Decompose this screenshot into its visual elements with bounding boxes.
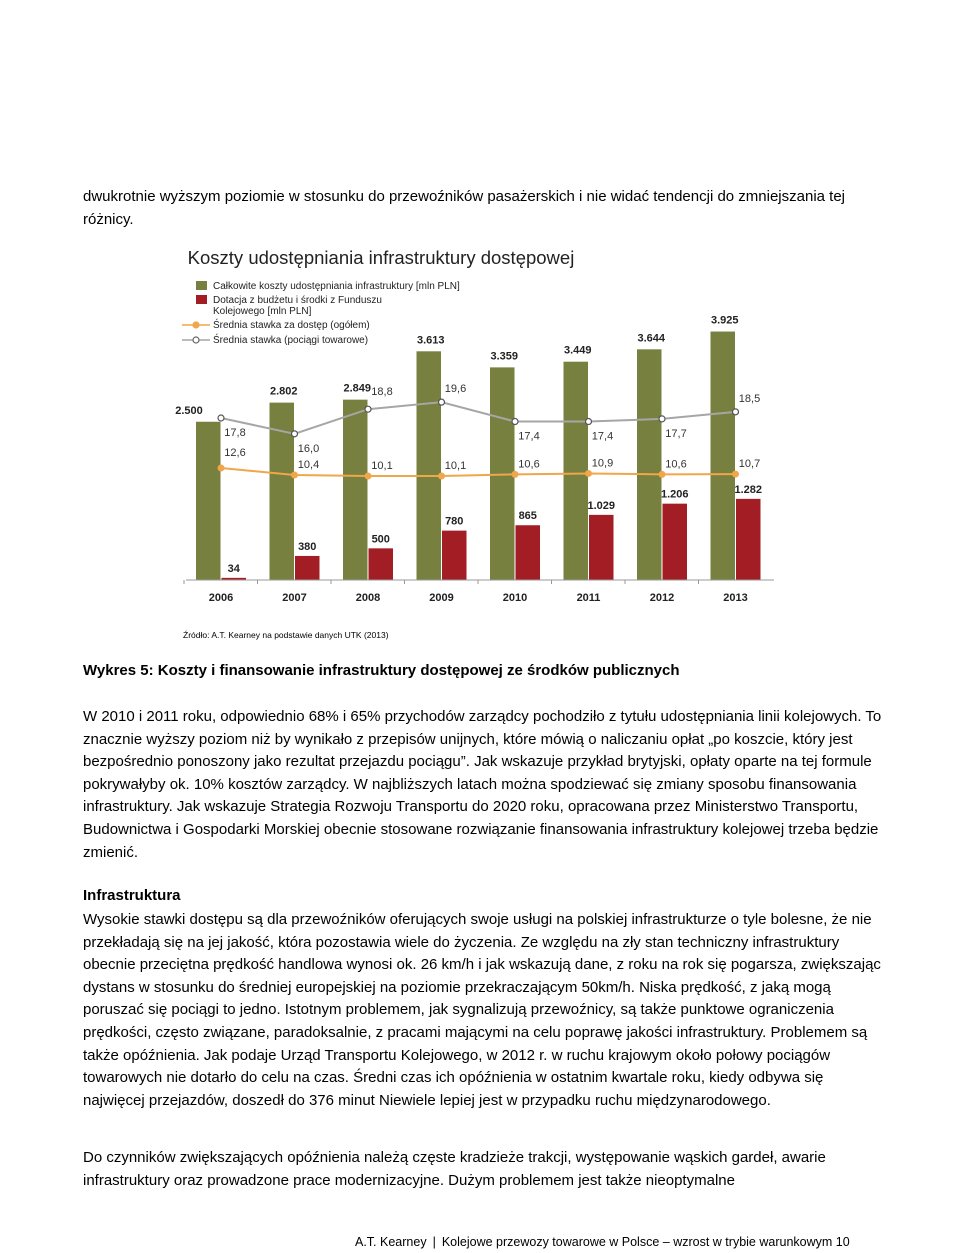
bar-total-2006	[196, 422, 221, 580]
bar-subsidy-2007	[295, 556, 320, 580]
body-paragraph-2: Wysokie stawki dostępu są dla przewoźników oferujących swoje usługi na polskiej infrastrukturze o tyle bolesne, że nie przekładają się na jej jakość, która pozostawia wiele do życzenia. Ze względu na zły stan techniczny infrastruktury obecnie przeciętna prędkość handlowa wynosi ok. 26 km/h i jak wskazują dane, z roku na rok się pogarsza, zwiększając dystans w stosunku do średniej europejskiej na poziomie przekraczającym 50km/h. Niska prędkość, z jaką mogą poruszać się pociągi to jedno. Istotnym problemem, jak sygnalizują przewoźnicy, są także punktowe ograniczenia prędkości, często związane, paradoksalnie, z pracami mającymi na celu poprawę jakości infrastruktury. Problemem są także opóźnienia. Jak podaje Urząd Transportu Kolejowego, w 2012 r. w ruchu krajowym około połowy pociągów towarowych nie dotarło do celu na czas. Średni czas ich opóźnienia w ostatnim kwartale roku, kiedy odbywa się najwięcej przejazdów, doszedł do 376 minut Niewiele lepiej jest w przypadku ruchu międzynarodowego.	[83, 911, 881, 1109]
freight-rate-point-2007	[292, 431, 298, 437]
freight-rate-label-2010: 17,4	[518, 430, 540, 443]
avg-rate-label-2006: 12,6	[224, 447, 246, 459]
bar-total-2009	[417, 351, 442, 580]
freight-rate-point-2010	[512, 419, 518, 425]
footer-subtitle: wzrost w trybie warunkowym	[673, 1235, 833, 1249]
label-total-2010: 3.359	[490, 350, 519, 363]
chart-source: Źródło: A.T. Kearney na podstawie danych UTK (2013)	[183, 630, 389, 640]
figure-caption: Wykres 5: Koszty i finansowanie infrastruktury dostępowej ze środków publicznych	[83, 662, 680, 679]
bar-total-2013	[711, 332, 736, 580]
avg-rate-point-2010	[512, 471, 518, 477]
avg-rate-label-2009: 10,1	[444, 460, 467, 472]
chart-title: Koszty udostępniania infrastruktury dostępowej	[187, 247, 575, 268]
bar-total-2011	[564, 362, 589, 580]
freight-rate-point-2009	[439, 399, 445, 405]
label-subsidy-2008: 500	[371, 533, 390, 546]
bar-subsidy-2008	[369, 548, 394, 580]
avg-rate-point-2008	[365, 473, 371, 479]
avg-rate-point-2007	[292, 472, 298, 478]
freight-rate-point-2011	[586, 419, 592, 425]
page-footer	[355, 1235, 850, 1249]
label-total-2006: 2.500	[175, 404, 203, 417]
x-tick-2006: 2006	[208, 592, 234, 604]
legend-label-subsidy: Dotacja z budżetu i środki z Funduszu Kolejowego [mln PLN]	[213, 295, 382, 317]
freight-rate-point-2006	[218, 415, 224, 421]
x-axis-ticks	[184, 580, 748, 604]
avg-rate-point-2011	[586, 470, 592, 476]
avg-rate-point-2006	[218, 465, 224, 471]
intro-paragraph: dwukrotnie wyższym poziomie w stosunku do przewoźników pasażerskich i nie widać tendencji do zmniejszania tej różnicy.	[83, 188, 846, 228]
legend-marker-avg	[193, 322, 199, 328]
avg-rate-point-2013	[733, 471, 739, 477]
body-paragraph-1: W 2010 i 2011 roku, odpowiednio 68% i 65% przychodów zarządcy pochodziło z tytułu udostępniania linii kolejowych. To znacznie wyższy poziom niż by wynikało z przepisów unijnych, które mówią o naliczaniu opłat „po koszcie, który jest bezpośrednio ponoszony jako rezultat przejazdu pociągu”. Jak wskazuje przykład brytyjski, opłaty oparte na tej formule pokrywałyby ok. 10% kosztów zarządcy. W najbliższych latach można spodziewać się zmiany sposobu finansowania infrastruktury. Jak wskazuje Strategia Rozwoju Transportu do 2020 roku, opracowana przez Ministerstwo Transportu, Budownictwa i Gospodarki Morskiej obecnie stosowane rozwiązanie finansowania infrastruktury kolejowej trzeba będzie zmienić.	[83, 708, 882, 861]
legend-label-freight: Średnia stawka (pociągi towarowe)	[213, 335, 369, 346]
x-tick-2010: 2010	[502, 592, 528, 604]
freight-rate-point-2012	[659, 416, 665, 422]
avg-rate-label-2011: 10,9	[591, 457, 614, 470]
label-subsidy-2007: 380	[298, 540, 317, 553]
bar-subsidy-2010	[516, 525, 541, 580]
avg-rate-point-2009	[439, 473, 445, 479]
avg-rate-label-2010: 10,6	[518, 458, 540, 471]
label-subsidy-2010: 865	[518, 510, 537, 523]
freight-rate-label-2011: 17,4	[591, 430, 614, 443]
label-total-2007: 2.802	[269, 385, 298, 398]
bar-subsidy-2009	[442, 531, 467, 580]
avg-rate-point-2012	[659, 471, 665, 477]
label-total-2011: 3.449	[563, 344, 592, 357]
x-tick-2011: 2011	[576, 592, 601, 604]
freight-rate-label-2006: 17,8	[224, 427, 246, 439]
label-total-2012: 3.644	[637, 332, 666, 345]
footer-page-number: 10	[835, 1235, 850, 1249]
legend-label-total: Całkowite koszty udostępniania infrastruktury [mln PLN]	[213, 281, 460, 292]
avg-rate-label-2008: 10,1	[371, 460, 393, 472]
x-tick-2009: 2009	[429, 592, 454, 604]
freight-rate-point-2008	[365, 406, 371, 412]
freight-rate-label-2008: 18,8	[371, 386, 393, 399]
label-subsidy-2009: 780	[445, 515, 464, 528]
x-tick-2012: 2012	[649, 592, 675, 604]
bar-subsidy-2013	[736, 499, 761, 580]
body-paragraph-3: Do czynników zwiększających opóźnienia należą częste kradzieże trakcji, występowanie wąskich gardeł, awarie infrastruktury oraz prowadzone prace modernizacyjne. Dużym problemem jest także nieoptymalne	[83, 1149, 826, 1189]
legend-swatch-total	[196, 281, 207, 290]
bar-total-2012	[637, 349, 662, 580]
x-tick-2013: 2013	[723, 592, 748, 604]
freight-rate-label-2009: 19,6	[444, 383, 467, 396]
avg-rate-label-2012: 10,6	[665, 458, 687, 471]
footer-separator: |	[432, 1235, 436, 1249]
avg-rate-label-2013: 10,7	[738, 458, 761, 471]
label-subsidy-2011: 1.029	[587, 499, 616, 512]
section-heading: Infrastruktura	[83, 887, 181, 904]
bar-subsidy-2011	[589, 515, 614, 580]
freight-rate-label-2007: 16,0	[297, 442, 320, 455]
avg-rate-label-2007: 10,4	[297, 459, 320, 472]
label-total-2009: 3.613	[416, 334, 445, 347]
legend-label-avg: Średnia stawka za dostęp (ogółem)	[213, 320, 370, 331]
bar-line-chart	[0, 0, 960, 625]
bar-total-2008	[343, 400, 368, 580]
freight-rate-label-2012: 17,7	[665, 427, 687, 440]
x-tick-2008: 2008	[355, 592, 381, 604]
label-subsidy-2006: 34	[227, 562, 240, 575]
footer-company: A.T. Kearney	[355, 1235, 427, 1249]
footer-dash: –	[662, 1235, 670, 1249]
label-subsidy-2012: 1.206	[660, 488, 689, 501]
footer-title: Kolejowe przewozy towarowe w Polsce	[441, 1235, 660, 1249]
rate-lines	[218, 383, 760, 479]
freight-rate-point-2013	[733, 409, 739, 415]
freight-rate-label-2013: 18,5	[738, 392, 761, 405]
x-tick-2007: 2007	[282, 592, 307, 604]
legend-marker-freight	[193, 337, 199, 343]
label-total-2008: 2.849	[343, 382, 372, 395]
bar-subsidy-2012	[663, 504, 688, 580]
label-total-2013: 3.925	[710, 314, 739, 327]
legend-swatch-subsidy	[196, 295, 207, 304]
label-subsidy-2013: 1.282	[734, 483, 763, 496]
